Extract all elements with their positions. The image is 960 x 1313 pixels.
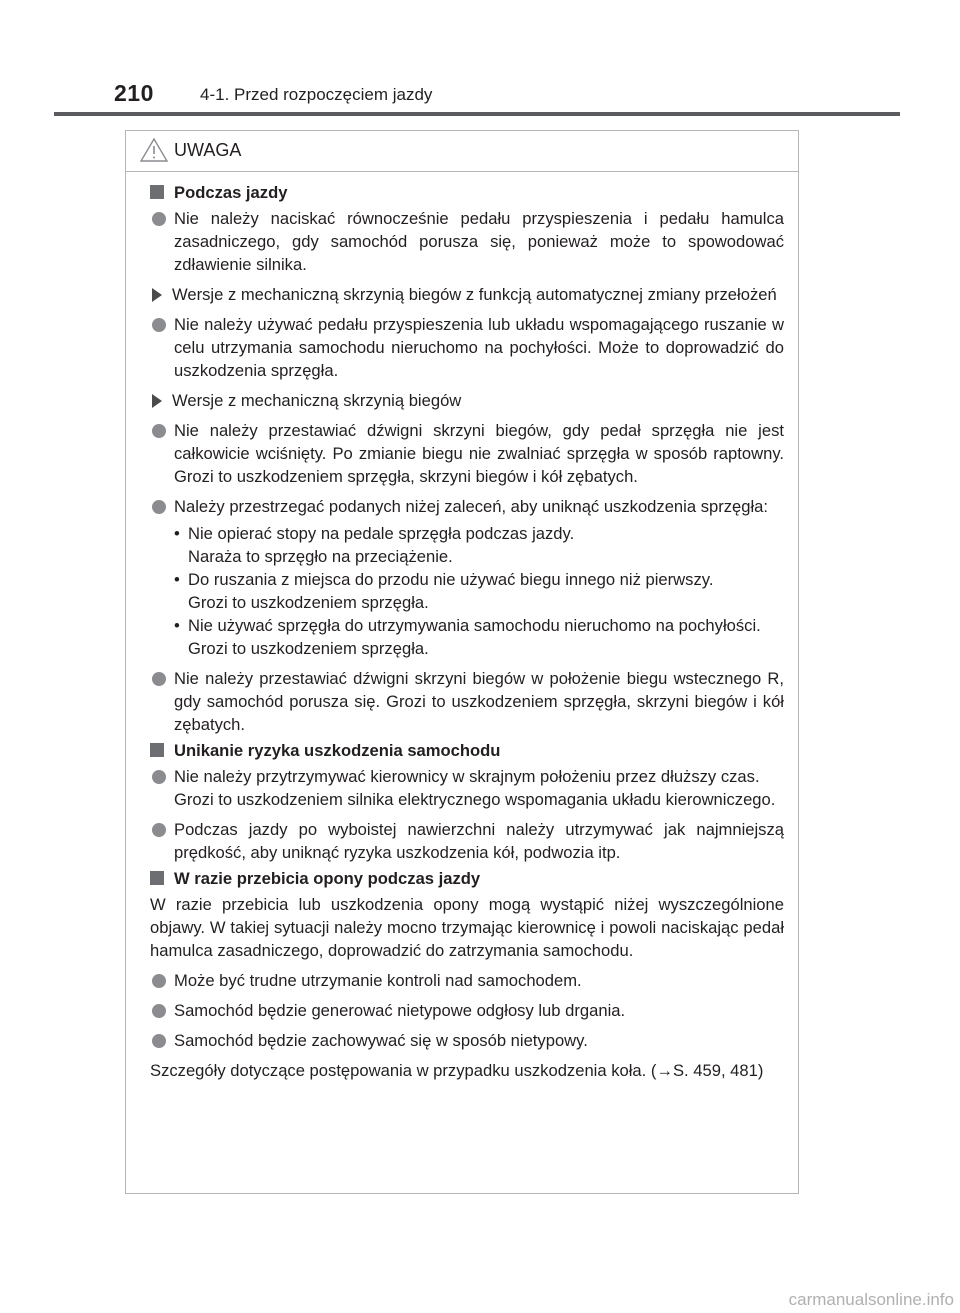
sub-list [150,522,784,660]
bullet-item: Nie należy naciskać równocześnie pedału przyspieszenia i pedału hamulca zasadniczego, gdy samochód porusza się, ponieważ może to spowodować zdławienie silnika. [150,207,784,276]
section-heading: W razie przebicia opony podczas jazdy [150,867,784,890]
header-rule [54,112,900,116]
warning-box [125,130,799,1194]
circle-bullet-icon [152,672,166,686]
page-number: 210 [114,80,154,106]
circle-bullet-icon [152,212,166,226]
sub-item: • Nie używać sprzęgła do utrzymywania samochodu nieruchomo na pochyłości. [174,616,761,635]
triangle-arrow-icon [152,394,162,408]
triangle-arrow-icon [152,288,162,302]
circle-bullet-icon [152,318,166,332]
square-bullet-icon [150,871,164,885]
section-heading: Unikanie ryzyka uszkodzenia samochodu [150,739,784,762]
sub-item: • Do ruszania z miejsca do przodu nie używać biegu innego niż pierwszy. [174,570,714,589]
bullet-item: Nie należy przestawiać dźwigni skrzyni biegów, gdy pedał sprzęgła nie jest całkowicie wciśnięty. Po zmianie biegu nie zwalniać sprzęgła w sposób raptowny. Grozi to uszkodzeniem sprzęgła, skrzyni biegów i kół zębatych. [150,419,784,488]
bullet-item: Nie należy przestawiać dźwigni skrzyni biegów w położenie biegu wstecznego R, gdy samochód porusza się. Grozi to uszkodzeniem sprzęgła, skrzyni biegów i kół zębatych. [150,667,784,736]
sub-item: • Nie opierać stopy na pedale sprzęgła podczas jazdy. [174,524,575,543]
circle-bullet-icon [152,1034,166,1048]
variant-heading: Wersje z mechaniczną skrzynią biegów [152,389,784,412]
circle-bullet-icon [152,823,166,837]
square-bullet-icon [150,743,164,757]
bullet-item: Samochód będzie generować nietypowe odgłosy lub drgania. [150,999,784,1022]
warning-triangle-icon [140,138,168,162]
paragraph: W razie przebicia lub uszkodzenia opony mogą wystąpić niżej wyszczególnione objawy. W takiej sytuacji należy mocno trzymając kierownicę i powoli naciskając pedał hamulca zasadniczego, doprowadzić do zatrzymania samochodu. [150,895,784,960]
sub-item-note: Grozi to uszkodzeniem sprzęgła. [188,593,429,612]
sub-item-note: Grozi to uszkodzeniem sprzęgła. [188,639,429,658]
bullet-item: Podczas jazdy po wyboistej nawierzchni należy utrzymywać jak najmniejszą prędkość, aby uniknąć ryzyka uszkodzenia kół, podwozia itp. [150,818,784,864]
bullet-item: Nie należy używać pedału przyspieszenia lub układu wspomagającego ruszanie w celu utrzymania samochodu nieruchomo na pochyłości. Może to doprowadzić do uszkodzenia sprzęgła. [150,313,784,382]
warning-header [126,131,798,172]
circle-bullet-icon [152,424,166,438]
page-header [0,0,960,120]
variant-heading: Wersje z mechaniczną skrzynią biegów z funkcją automatycznej zmiany przełożeń [152,283,784,306]
sub-item-note: Naraża to sprzęgło na przeciążenie. [188,547,453,566]
section-heading: Podczas jazdy [150,181,784,204]
square-bullet-icon [150,185,164,199]
section-title: 4-1. Przed rozpoczęciem jazdy [200,85,433,104]
circle-bullet-icon [152,770,166,784]
bullet-item: Nie należy przytrzymywać kierownicy w skrajnym położeniu przez dłuższy czas. Grozi to uszkodzeniem silnika elektrycznego wspomagania układu kierowniczego. [150,765,784,811]
circle-bullet-icon [152,1004,166,1018]
paragraph: Szczegóły dotyczące postępowania w przypadku uszkodzenia koła. (→S. 459, 481) [150,1061,764,1080]
bullet-item: Samochód będzie zachowywać się w sposób nietypowy. [150,1029,784,1052]
warning-content [150,181,784,1089]
circle-bullet-icon [152,500,166,514]
bullet-item: Należy przestrzegać podanych niżej zaleceń, aby uniknąć uszkodzenia sprzęgła: [150,495,784,518]
circle-bullet-icon [152,974,166,988]
warning-label: UWAGA [174,140,242,160]
bullet-item: Może być trudne utrzymanie kontroli nad samochodem. [150,969,784,992]
watermark: carmanualsonline.info [788,1290,954,1309]
